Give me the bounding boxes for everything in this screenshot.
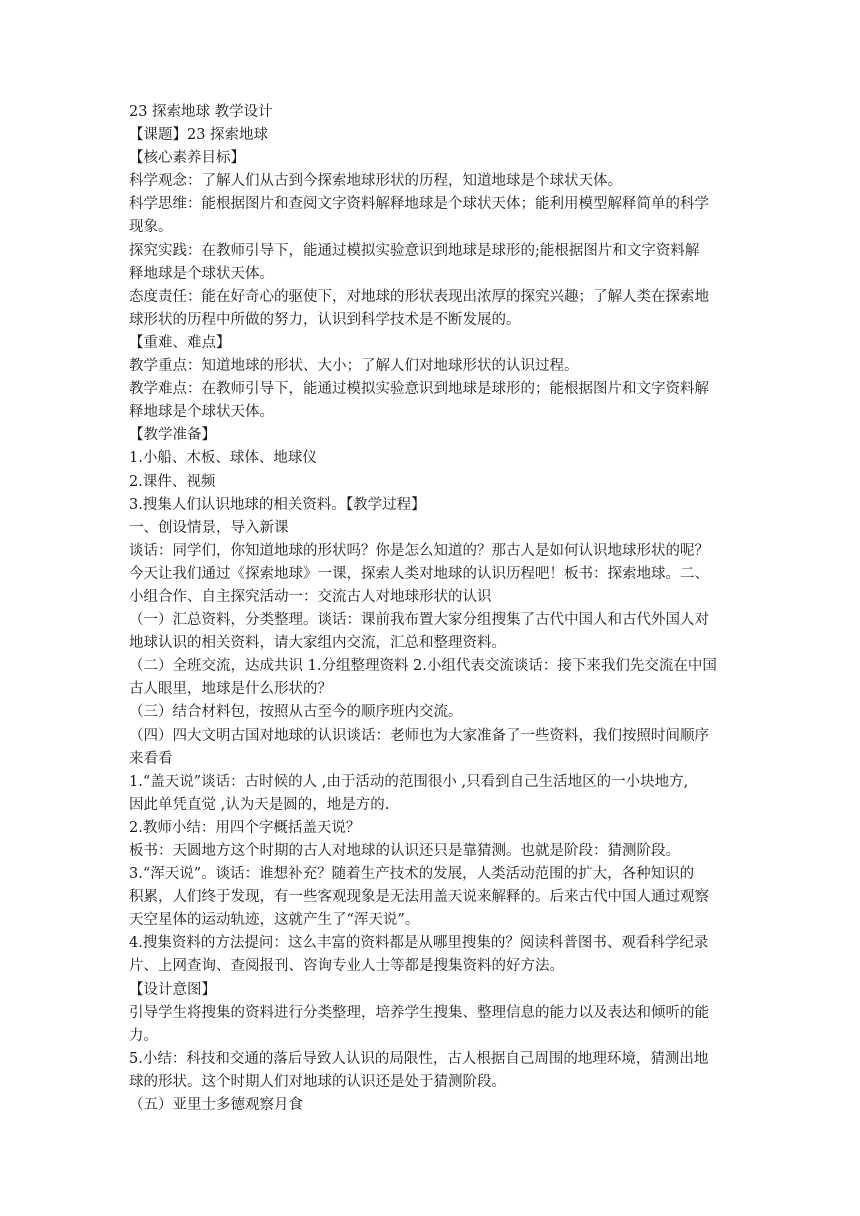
paragraph-line: 古人眼里，地球是什么形状的？ (129, 681, 332, 698)
paragraph-line: 现象。 (129, 219, 173, 236)
section-heading: 【教学准备】 (129, 427, 216, 444)
paragraph-line: 力。 (129, 1027, 158, 1044)
paragraph-line: 4.搜集资料的方法提问：这么丰富的资料都是从哪里搜集的？阅读科普图书、观看科学纪录 (129, 935, 709, 952)
paragraph-line: 1.“盖天说”谈话：古时候的人 ,由于活动的范围很小 ,只看到自己生活地区的一小块地方, (129, 773, 689, 790)
lesson-topic: 【课题】23 探索地球 (129, 127, 269, 144)
paragraph-line: 小组合作、自主探究活动一：交流古人对地球形状的认识 (129, 588, 492, 605)
paragraph-line: 积累，人们终于发现，有一些客观现象是无法用盖天说来解释的。后来古代中国人通过观察 (129, 889, 709, 906)
document-page (129, 101, 735, 1117)
paragraph-line: 3.“浑天说”。谈话：谁想补充？随着生产技术的发展，人类活动范围的扩大，各种知识的 (129, 866, 695, 883)
paragraph-line: 球的形状。这个时期人们对地球的认识还是处于猜测阶段。 (129, 1073, 506, 1090)
paragraph-line: 态度责任：能在好奇心的驱使下，对地球的形状表现出浓厚的探究兴趣；了解人类在探索地 (129, 288, 709, 305)
paragraph-line: 科学观念：了解人们从古到今探索地球形状的历程，知道地球是个球状天体。 (129, 173, 622, 190)
paragraph-line: 教学难点：在教师引导下，能通过模拟实验意识到地球是球形的；能根据图片和文字资料解 (129, 381, 709, 398)
paragraph-line: 天空星体的运动轨迹，这就产生了“浑天说”。 (129, 912, 420, 929)
list-item: 3.搜集人们认识地球的相关资料。【教学过程】 (129, 496, 426, 513)
paragraph-line: （四）四大文明古国对地球的认识谈话：老师也为大家准备了一些资料，我们按照时间顺序 (129, 727, 709, 744)
doc-title: 23 探索地球 教学设计 (129, 104, 273, 120)
paragraph-line: （一）汇总资料，分类整理。谈话：课前我布置大家分组搜集了古代中国人和古代外国人对 (129, 612, 709, 629)
paragraph-line: 释地球是个球状天体。 (129, 265, 274, 282)
paragraph-line: 今天让我们通过《探索地球》一课，探索人类对地球的认识历程吧！板书：探索地球。二、 (129, 565, 709, 582)
paragraph-line: 谈话：同学们，你知道地球的形状吗？你是怎么知道的？那古人是如何认识地球形状的呢？ (129, 542, 709, 559)
paragraph-line: 板书：天圆地方这个时期的古人对地球的认识还只是靠猜测。也就是阶段：猜测阶段。 (129, 843, 680, 859)
paragraph-line: 释地球是个球状天体。 (129, 404, 274, 421)
paragraph-line: 5.小结：科技和交通的落后导致人认识的局限性，古人根据自己周围的地理环境，猜测出地 (129, 1050, 709, 1067)
list-item: 2.课件、视频 (129, 473, 216, 490)
paragraph-line: 来看看 (129, 750, 173, 767)
list-item: 1.小船、木板、球体、地球仪 (129, 450, 317, 467)
paragraph-line: 引导学生将搜集的资料进行分类整理，培养学生搜集、整理信息的能力以及表达和倾听的能 (129, 1004, 709, 1021)
paragraph-line: 2.教师小结：用四个字概括盖天说？ (129, 819, 361, 836)
paragraph-line: 球形状的历程中所做的努力，认识到科学技术是不断发展的。 (129, 311, 521, 328)
paragraph-line: （三）结合材料包，按照从古至今的顺序班内交流。 (129, 704, 463, 721)
paragraph-line: 教学重点：知道地球的形状、大小；了解人们对地球形状的认识过程。 (129, 358, 579, 375)
paragraph-line: 科学思维：能根据图片和查阅文字资料解释地球是个球状天体；能利用模型解释简单的科学 (129, 196, 709, 213)
section-heading: 【核心素养目标】 (129, 150, 245, 167)
paragraph-line: 片、上网查询、查阅报刊、咨询专业人士等都是搜集资料的好方法。 (129, 958, 564, 975)
section-heading: 一、创设情景，导入新课 (129, 519, 289, 536)
paragraph-line: （五）亚里士多德观察月食 (129, 1097, 303, 1114)
paragraph-line: （二）全班交流，达成共识 1.分组整理资料 2.小组代表交流谈话：接下来我们先交流在中国 (129, 658, 717, 675)
paragraph-line: 地球认识的相关资料，请大家组内交流，汇总和整理资料。 (129, 635, 506, 652)
section-heading: 【设计意图】 (129, 981, 216, 998)
paragraph-line: 探究实践：在教师引导下，能通过模拟实验意识到地球是球形的;能根据图片和文字资料解 (129, 242, 700, 259)
paragraph-line: 因此单凭直觉 ,认为天是圆的，地是方的. (129, 796, 390, 813)
section-heading: 【重难、难点】 (129, 334, 231, 351)
